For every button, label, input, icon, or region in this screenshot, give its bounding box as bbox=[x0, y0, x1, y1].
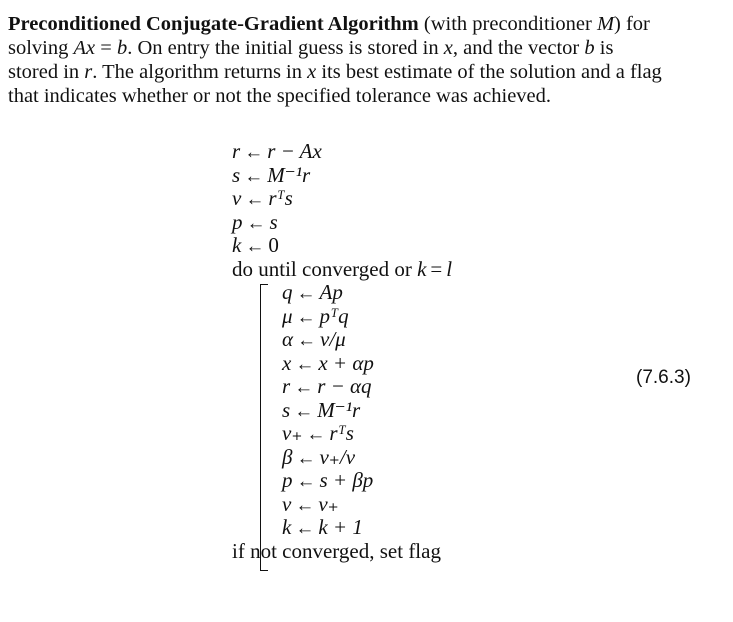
algorithm-step: k ← 0 bbox=[232, 233, 279, 257]
algorithm-step: p ← s bbox=[232, 209, 278, 234]
algorithm-step: r ← r − Ax bbox=[232, 139, 322, 163]
loop-step: p ← s + βp bbox=[282, 468, 374, 492]
loop-step: q ← Ap bbox=[282, 280, 343, 304]
algorithm-title: Preconditioned Conjugate-Gradient Algorithm bbox=[8, 13, 419, 35]
algorithm-footer: if not converged, set flag bbox=[232, 538, 441, 563]
setup-steps bbox=[232, 140, 452, 258]
algorithm-block bbox=[232, 140, 452, 563]
loop-step: r ← r − αq bbox=[282, 374, 372, 398]
description-line-4: that indicates whether or not the specified tolerance was achieved. bbox=[8, 85, 552, 107]
equation-number: (7.6.3) bbox=[636, 367, 691, 388]
loop-step: α ← ν/μ bbox=[282, 327, 346, 351]
algorithm-description bbox=[8, 12, 726, 108]
loop-body bbox=[232, 281, 452, 540]
description-line-2: solving Ax = b. On entry the initial guess is stored in x, and the vector b is bbox=[8, 37, 614, 59]
loop-step: s ← M⁻¹r bbox=[282, 397, 361, 422]
loop-header: do until converged or k = l bbox=[232, 256, 453, 281]
algorithm-step: ν ← rᵀs bbox=[232, 186, 293, 210]
loop-step: β ← ν₊/ν bbox=[282, 444, 356, 469]
description-line-3: stored in r. The algorithm returns in x its best estimate of the solution and a flag bbox=[8, 61, 662, 83]
loop-step: ν ← ν₊ bbox=[282, 491, 339, 516]
loop-step: ν₊ ← rᵀs bbox=[282, 421, 354, 445]
loop-step: x ← x + αp bbox=[282, 350, 374, 375]
loop-step: k ← k + 1 bbox=[282, 515, 363, 539]
loop-bracket bbox=[260, 284, 268, 571]
algorithm-step: s ← M⁻¹r bbox=[232, 162, 311, 187]
loop-step: μ ← pᵀq bbox=[282, 303, 349, 328]
description-line-1: Preconditioned Conjugate-Gradient Algorithm (with preconditioner M) for bbox=[8, 13, 650, 35]
